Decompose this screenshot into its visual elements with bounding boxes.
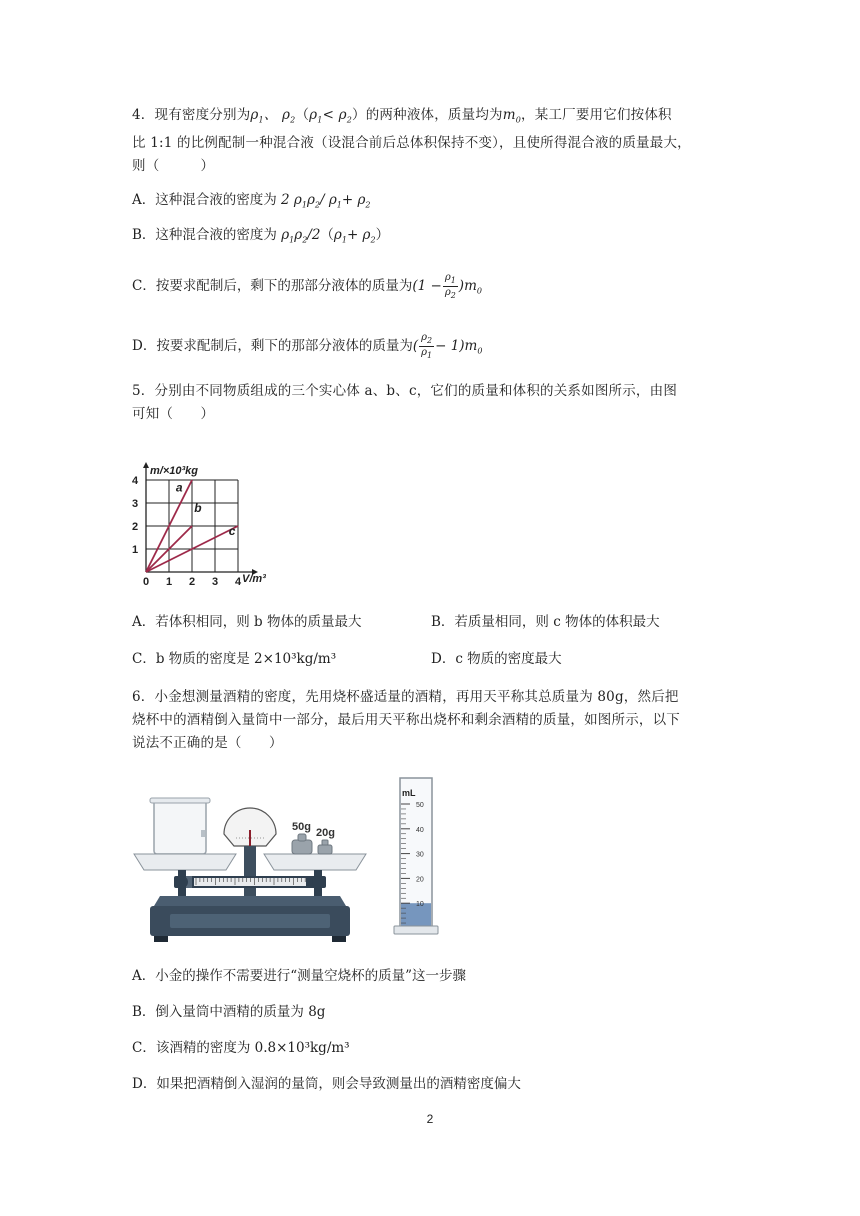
cylinder-tick-label: 30 bbox=[416, 851, 424, 859]
cylinder-tick-label: 10 bbox=[416, 901, 424, 909]
beaker-icon bbox=[150, 798, 210, 854]
q6-option-b: B．倒入量筒中酒精的质量为 8g bbox=[132, 1004, 326, 1020]
q4-stem-line1: 4．现有密度分别为$\rho_1$、 $\rho_2(\rho_1< \rho_2)$的两种液体，质量均为$m_0$，某工厂要用它们按体积 bbox=[132, 107, 672, 125]
x-tick-label: 3 bbox=[212, 576, 219, 588]
y-axis-label: m/×10³kg bbox=[150, 465, 198, 477]
y-tick-label: 4 bbox=[132, 475, 139, 487]
mass-volume-chart bbox=[124, 444, 294, 594]
balance-illustration bbox=[126, 790, 376, 946]
series-label-c: c bbox=[228, 524, 236, 539]
q4-option-d: D．按要求配制后，剩下的那部分液体的质量为( $\frac{\rho_2}{\rho_1}$ − $1)m_0$ bbox=[132, 332, 483, 360]
q5-option-c: C．b 物质的密度是 2×10³kg/m³ bbox=[132, 651, 337, 667]
weight-20g-label: 20g bbox=[316, 827, 335, 839]
q5-stem bbox=[132, 380, 732, 426]
x-tick-label: 1 bbox=[166, 576, 173, 588]
series-label-b: b bbox=[194, 501, 202, 516]
q4-stem-line2: 比 1:1 的比例配制一种混合液（设混合前后总体积保持不变），且使所得混合液的质量最大， bbox=[132, 134, 691, 151]
q5-option-a: A．若体积相同，则 b 物体的质量最大 bbox=[132, 614, 362, 630]
q6-stem bbox=[132, 686, 732, 755]
x-tick-label: 0 bbox=[143, 576, 150, 588]
series-label-a: a bbox=[175, 480, 183, 495]
weight-50g-icon bbox=[292, 834, 312, 854]
q4-stem bbox=[132, 104, 732, 178]
q5-stem-line1: 5．分别由不同物质组成的三个实心体 a、b、c，它们的质量和体积的关系如图所示，由图 bbox=[132, 383, 678, 399]
weight-20g-icon bbox=[318, 840, 332, 854]
q5-option-b: B．若质量相同，则 c 物体的体积最大 bbox=[431, 614, 660, 630]
x-axis-label: V/m³ bbox=[242, 573, 266, 585]
cylinder-tick-label: 50 bbox=[416, 802, 424, 809]
q4-option-a: A．这种混合液的密度为 2 $\rho_1\rho_2/$ $\rho_1+ \rho_2$ bbox=[132, 192, 371, 210]
y-axis-arrow bbox=[143, 462, 149, 468]
weight-50g-label: 50g bbox=[292, 821, 311, 833]
y-tick-label: 2 bbox=[132, 521, 139, 533]
y-tick-label: 3 bbox=[132, 498, 139, 510]
q4-option-b: B．这种混合液的密度为 $\rho_1\rho_2/2(\rho_1+ \rho_2)$ bbox=[132, 227, 390, 245]
cylinder-tick-label: 20 bbox=[416, 876, 424, 884]
x-tick-label: 4 bbox=[235, 576, 242, 588]
q6-option-a: A．小金的操作不需要进行“测量空烧杯的质量”这一步骤 bbox=[132, 968, 467, 984]
y-tick-label: 1 bbox=[132, 544, 139, 556]
q6-option-c: C．该酒精的密度为 0.8×10³kg/m³ bbox=[132, 1040, 350, 1056]
page-number: 2 bbox=[426, 1112, 434, 1126]
cylinder-unit-label: mL bbox=[402, 788, 416, 798]
graduated-cylinder-illustration bbox=[390, 774, 446, 940]
q6-option-d: D．如果把酒精倒入湿润的量筒，则会导致测量出的酒精密度偏大 bbox=[132, 1076, 521, 1092]
q6-stem-line1: 6．小金想测量酒精的密度，先用烧杯盛适量的酒精，再用天平称其总质量为 80g，然后把 bbox=[132, 689, 679, 705]
q6-stem-line2: 烧杯中的酒精倒入量筒中一部分，最后用天平称出烧杯和剩余酒精的质量，如图所示，以下 bbox=[132, 712, 680, 728]
q5-option-d: D．c 物质的密度最大 bbox=[431, 651, 562, 667]
x-tick-label: 2 bbox=[189, 576, 196, 588]
q4-stem-line3: 则（ ） bbox=[132, 157, 215, 174]
q5-stem-line2: 可知（ ） bbox=[132, 406, 215, 422]
q6-stem-line3: 说法不正确的是（ ） bbox=[132, 735, 283, 751]
q4-option-c: C．按要求配制后，剩下的那部分液体的质量为(1 − $\frac{\rho_1}{\rho_2}$ )$m_0$ bbox=[132, 272, 482, 300]
cylinder-tick-label: 40 bbox=[416, 826, 424, 834]
